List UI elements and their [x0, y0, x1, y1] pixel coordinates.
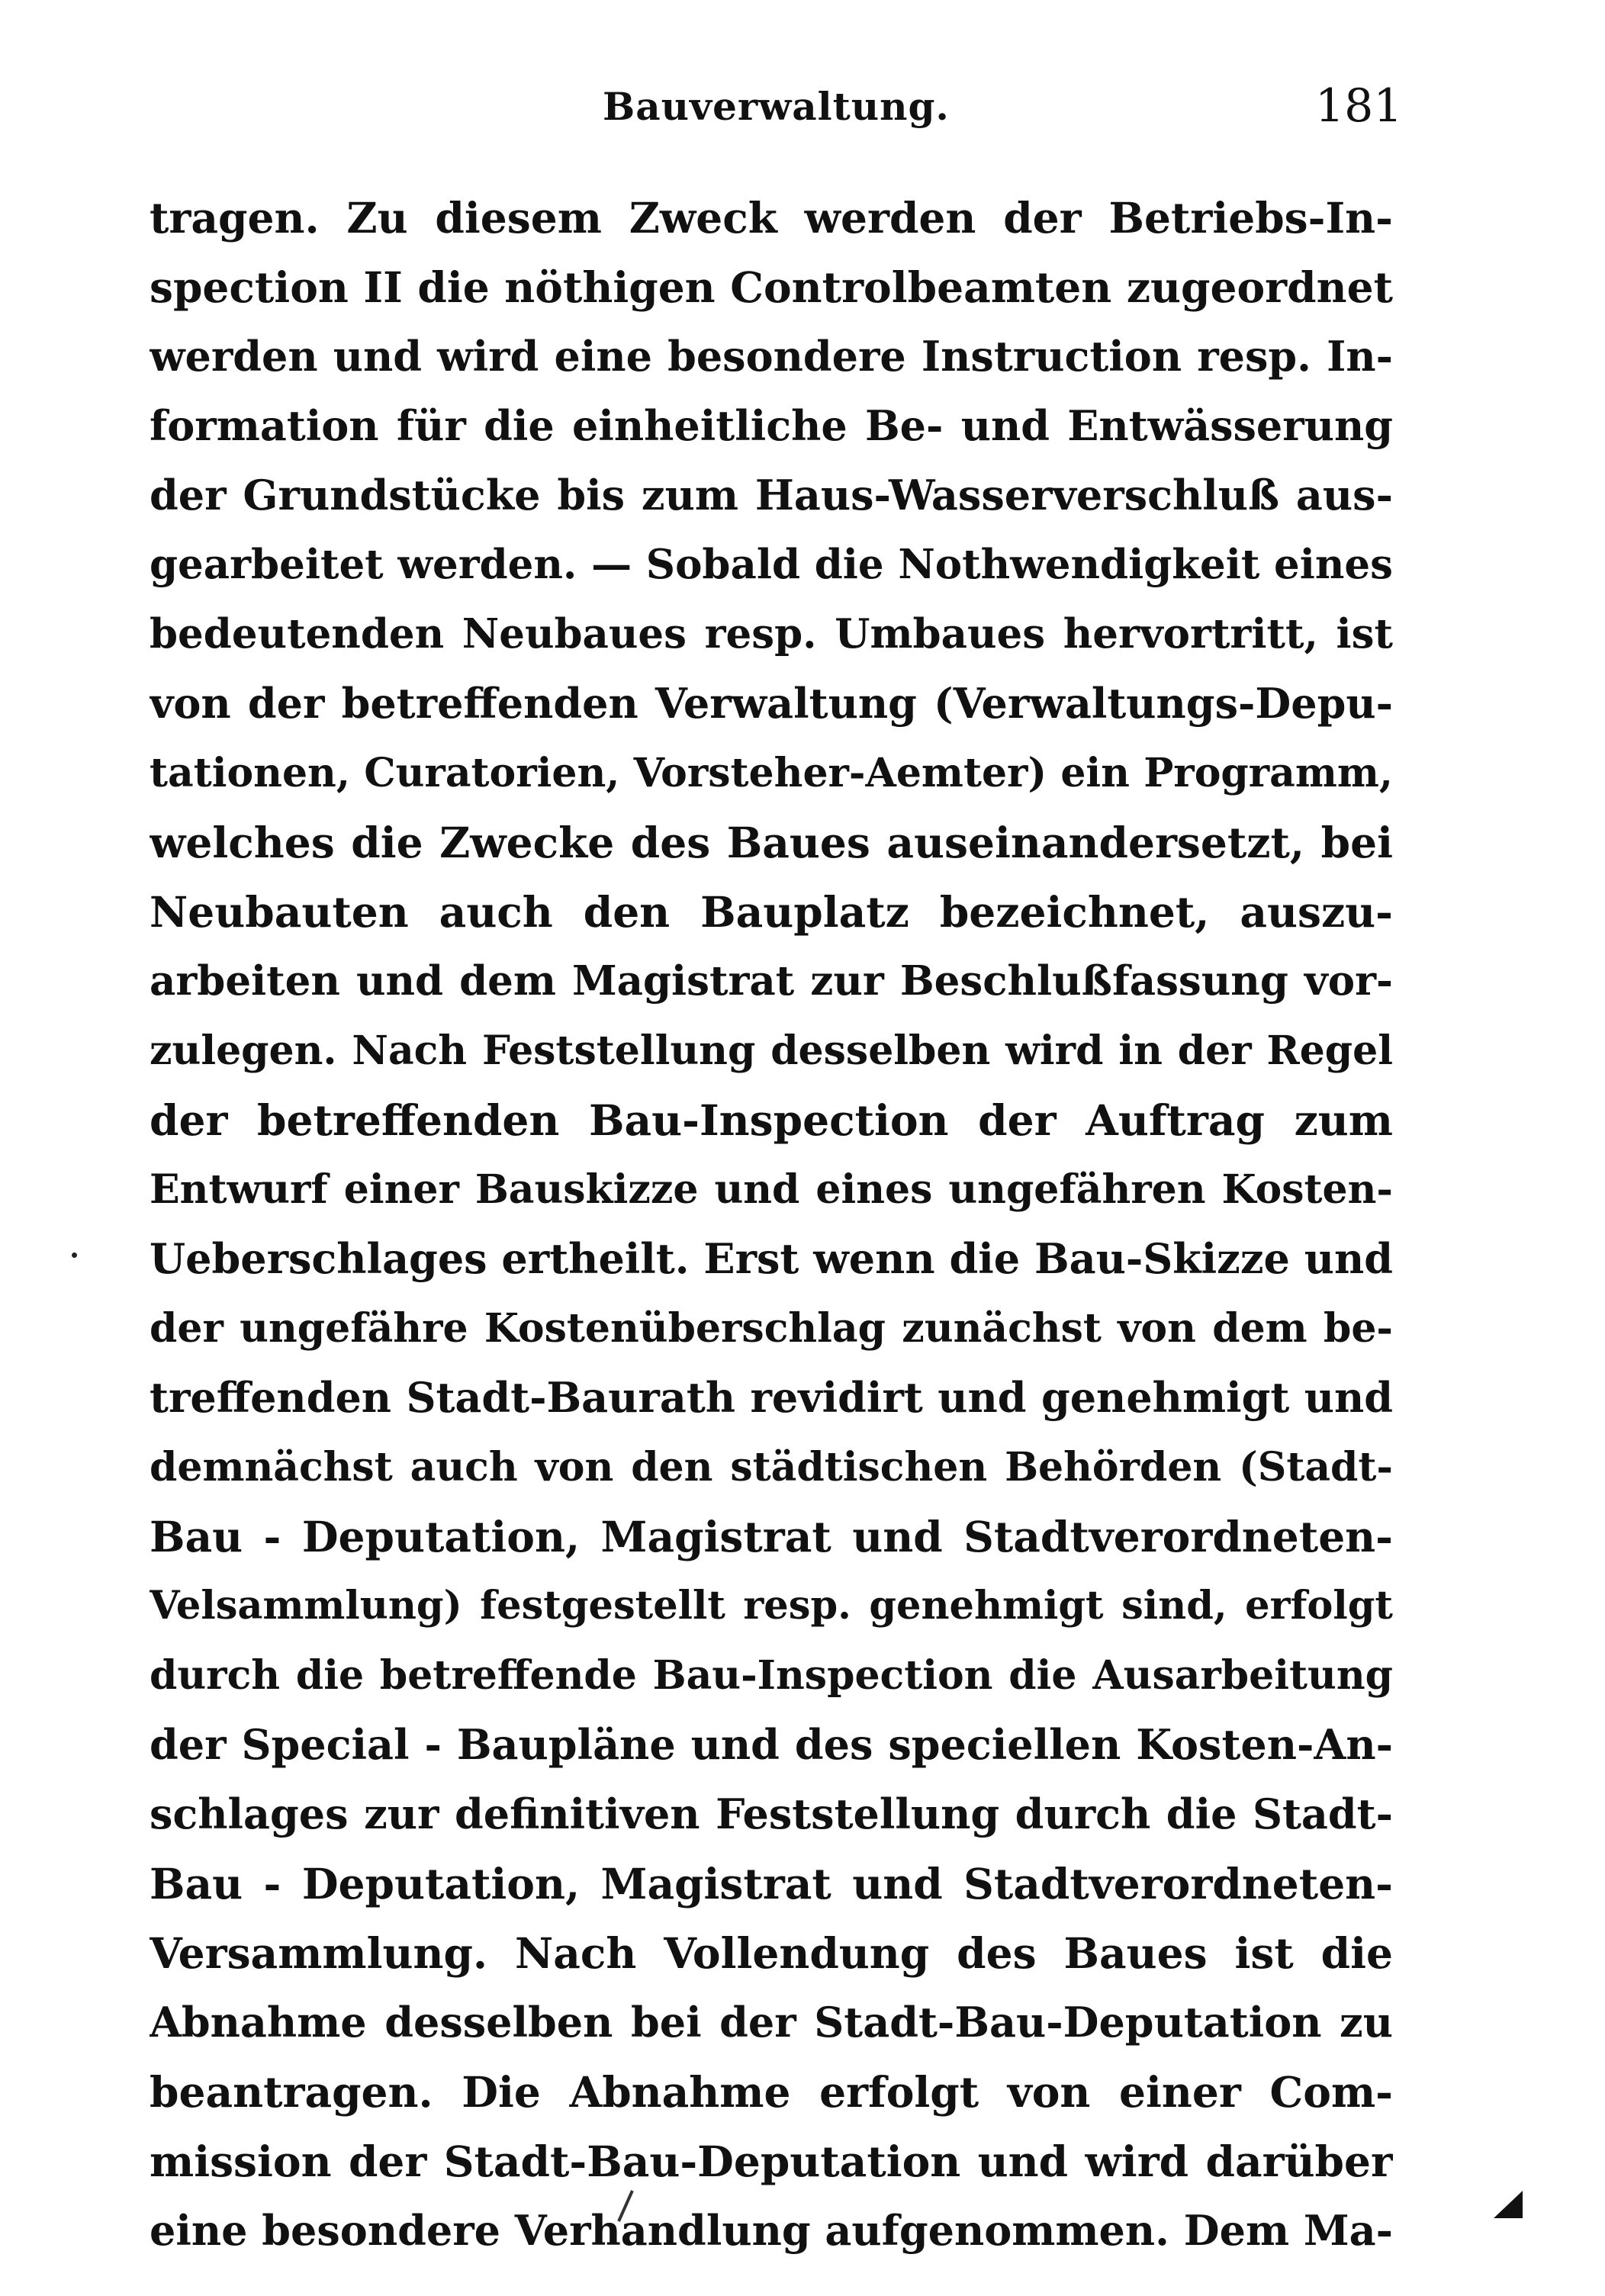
text-line: schlages zur definitiven Feststellung durch die Stadt-: [150, 1790, 1393, 1838]
text-line: zulegen. Nach Feststellung desselben wird in der Regel: [150, 1027, 1393, 1074]
text-line: demnächst auch von den städtischen Behörden (Stadt-: [150, 1444, 1393, 1490]
text-line: Versammlung. Nach Vollendung des Baues ist die: [150, 1928, 1393, 1978]
page-number: 181: [1315, 79, 1403, 133]
text-line: werden und wird eine besondere Instruction resp. In-: [150, 332, 1393, 381]
text-line: beantragen. Die Abnahme erfolgt von einer Com-: [150, 2067, 1393, 2117]
text-line: mission der Stadt-Bau-Deputation und wird darüber: [150, 2137, 1393, 2186]
text-line: gearbeitet werden. — Sobald die Nothwendigkeit eines: [150, 541, 1393, 588]
text-line: treffenden Stadt-Baurath revidirt und genehmigt und: [150, 1373, 1393, 1422]
text-line: bedeutenden Neubaues resp. Umbaues hervortritt, ist: [150, 610, 1393, 658]
text-line: tragen. Zu diesem Zweck werden der Betriebs-In-: [150, 193, 1393, 243]
text-line: Velsammlung) festgestellt resp. genehmigt sind, erfolgt: [150, 1583, 1393, 1629]
text-line: formation für die einheitliche Be- und Entwässerung: [150, 401, 1393, 450]
text-line: Bau - Deputation, Magistrat und Stadtverordneten-: [150, 1512, 1393, 1561]
text-line: Neubauten auch den Bauplatz bezeichnet, auszu-: [150, 887, 1393, 937]
text-line: der Grundstücke bis zum Haus-Wasserverschluß aus-: [150, 471, 1393, 519]
text-line: der Special - Baupläne und des speciellen Kosten-An-: [150, 1720, 1393, 1769]
text-line: tationen, Curatorien, Vorsteher-Aemter) ein Programm,: [150, 750, 1393, 796]
margin-dot-mark: [72, 1253, 77, 1258]
text-line: Bau - Deputation, Magistrat und Stadtverordneten-: [150, 1859, 1393, 1909]
text-line: von der betreffenden Verwaltung (Verwaltungs-Depu-: [150, 679, 1393, 728]
text-line: arbeiten und dem Magistrat zur Beschlußfassung vor-: [150, 957, 1393, 1005]
text-line: der ungefähre Kostenüberschlag zunächst von dem be-: [150, 1305, 1393, 1352]
text-line: Ueberschlages ertheilt. Erst wenn die Bau-Skizze und: [150, 1234, 1393, 1283]
text-line: durch die betreffende Bau-Inspection die Ausarbeitung: [150, 1652, 1393, 1699]
body-text: [150, 183, 1393, 2265]
text-line: eine besondere Verhandlung aufgenommen. Dem Ma-: [150, 2206, 1393, 2255]
text-line: Abnahme desselben bei der Stadt-Bau-Deputation zu: [150, 1998, 1393, 2047]
text-line: Entwurf einer Bauskizze und eines ungefähren Kosten-: [150, 1166, 1393, 1213]
text-line: spection II die nöthigen Controlbeamten zugeordnet: [150, 262, 1393, 312]
corner-triangle-mark: [1494, 2191, 1523, 2218]
text-line: der betreffenden Bau-Inspection der Auftrag zum: [150, 1095, 1393, 1145]
text-line: welches die Zwecke des Baues auseinandersetzt, bei: [150, 818, 1393, 867]
running-head: Bauverwaltung.: [603, 84, 950, 129]
